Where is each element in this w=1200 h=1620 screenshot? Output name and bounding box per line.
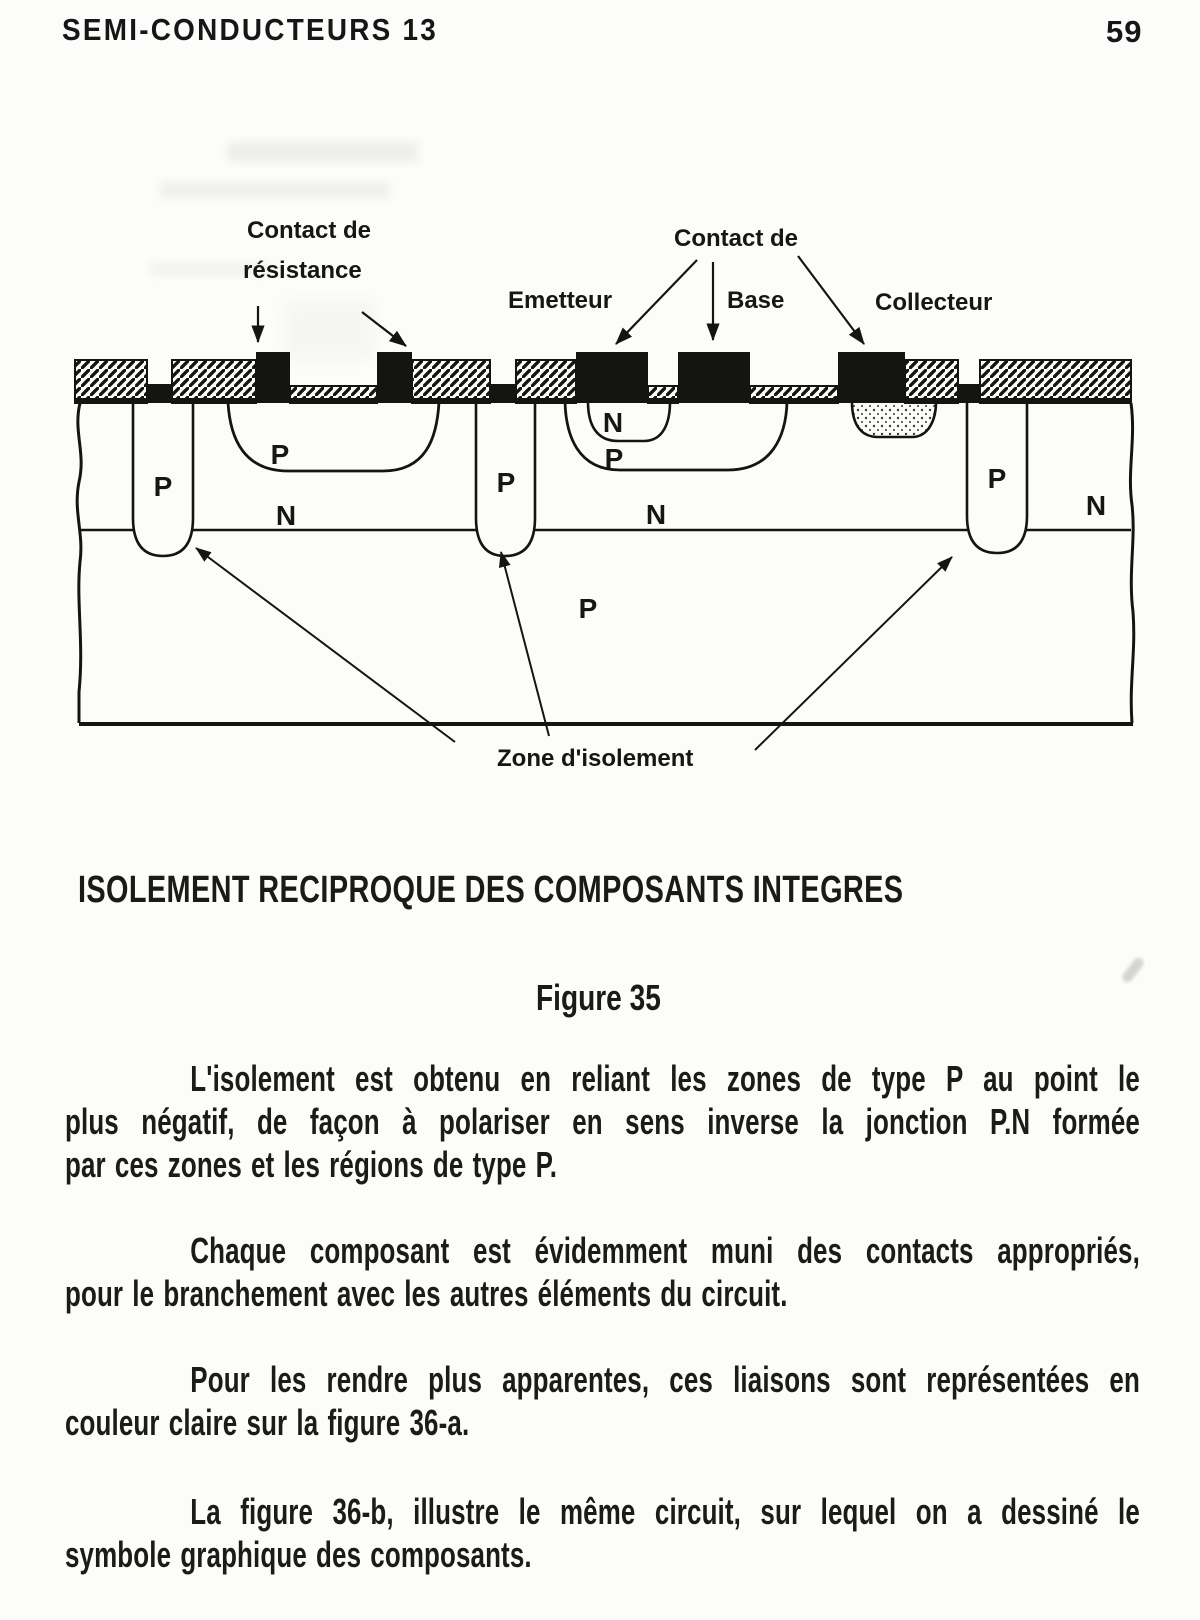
text-line: pour le branchement avec les autres éléments du circuit.: [65, 1273, 788, 1314]
region-label-p-well-right: P: [987, 463, 1007, 494]
wafer-left-edge: [77, 403, 81, 723]
label-collecteur: Collecteur: [875, 289, 993, 316]
text-line: plus négatif, de façon à polariser en sens inverse la jonction P.N formée: [65, 1101, 1140, 1142]
resistor-p-region: [228, 402, 439, 471]
wafer-right-edge: [1130, 403, 1133, 723]
text-line: symbole graphique des composants.: [65, 1534, 532, 1575]
paragraph-2: [65, 1229, 1140, 1315]
region-label-n-emitter: N: [602, 407, 624, 438]
resistance-contact-2: [377, 352, 412, 403]
text-line: La figure 36-b, illustre le même circuit, sur lequel on a dessiné le: [190, 1491, 1140, 1532]
text-line: Pour les rendre plus apparentes, ces liaisons sont représentées en: [190, 1359, 1140, 1400]
running-header: SEMI-CONDUCTEURS 13: [62, 12, 439, 47]
base-contact: [678, 352, 750, 403]
label-contact-de-resistance-1: Contact de: [247, 217, 372, 244]
region-label-n-right: N: [1085, 490, 1107, 521]
region-label-p-well-left: P: [153, 471, 173, 502]
region-label-n-island-mid: N: [645, 499, 667, 530]
region-label-n-island-left: N: [275, 500, 297, 531]
transistor-emitter-n-region: [588, 402, 670, 441]
label-base: Base: [727, 287, 785, 314]
figure-caption: Figure 35: [536, 977, 661, 1018]
label-contact-de-resistance-2: résistance: [243, 257, 362, 284]
resistance-contact-1: [256, 352, 290, 403]
label-zone-isolement: Zone d'isolement: [497, 745, 694, 772]
text-line: par ces zones et les régions de type P.: [65, 1144, 558, 1185]
paragraph-1: [65, 1057, 1140, 1186]
label-emetteur: Emetteur: [508, 287, 613, 314]
region-label-p-substrate: P: [578, 593, 598, 624]
figure-35-diagram: [0, 0, 1200, 800]
region-label-p-base: P: [604, 443, 624, 474]
isolation-zone-leaders: [196, 548, 952, 750]
section-title: ISOLEMENT RECIPROQUE DES COMPOSANTS INTEGRES: [78, 869, 904, 911]
collector-contact: [838, 352, 905, 403]
label-contact-de: Contact de: [674, 225, 799, 252]
paragraph-4: [65, 1490, 1140, 1576]
text-line: Chaque composant est évidemment muni des contacts appropriés,: [190, 1230, 1140, 1271]
scan-smudge: [1120, 956, 1145, 984]
region-label-p-resistor: P: [270, 439, 290, 470]
page-number: 59: [1106, 14, 1143, 49]
emitter-contact: [576, 352, 648, 403]
paragraph-3: [65, 1358, 1140, 1444]
text-line: couleur claire sur la figure 36-a.: [65, 1402, 470, 1443]
region-label-p-well-mid: P: [496, 467, 516, 498]
text-line: L'isolement est obtenu en reliant les zones de type P au point le: [190, 1058, 1140, 1099]
collector-contact-diffusion: [852, 402, 936, 437]
